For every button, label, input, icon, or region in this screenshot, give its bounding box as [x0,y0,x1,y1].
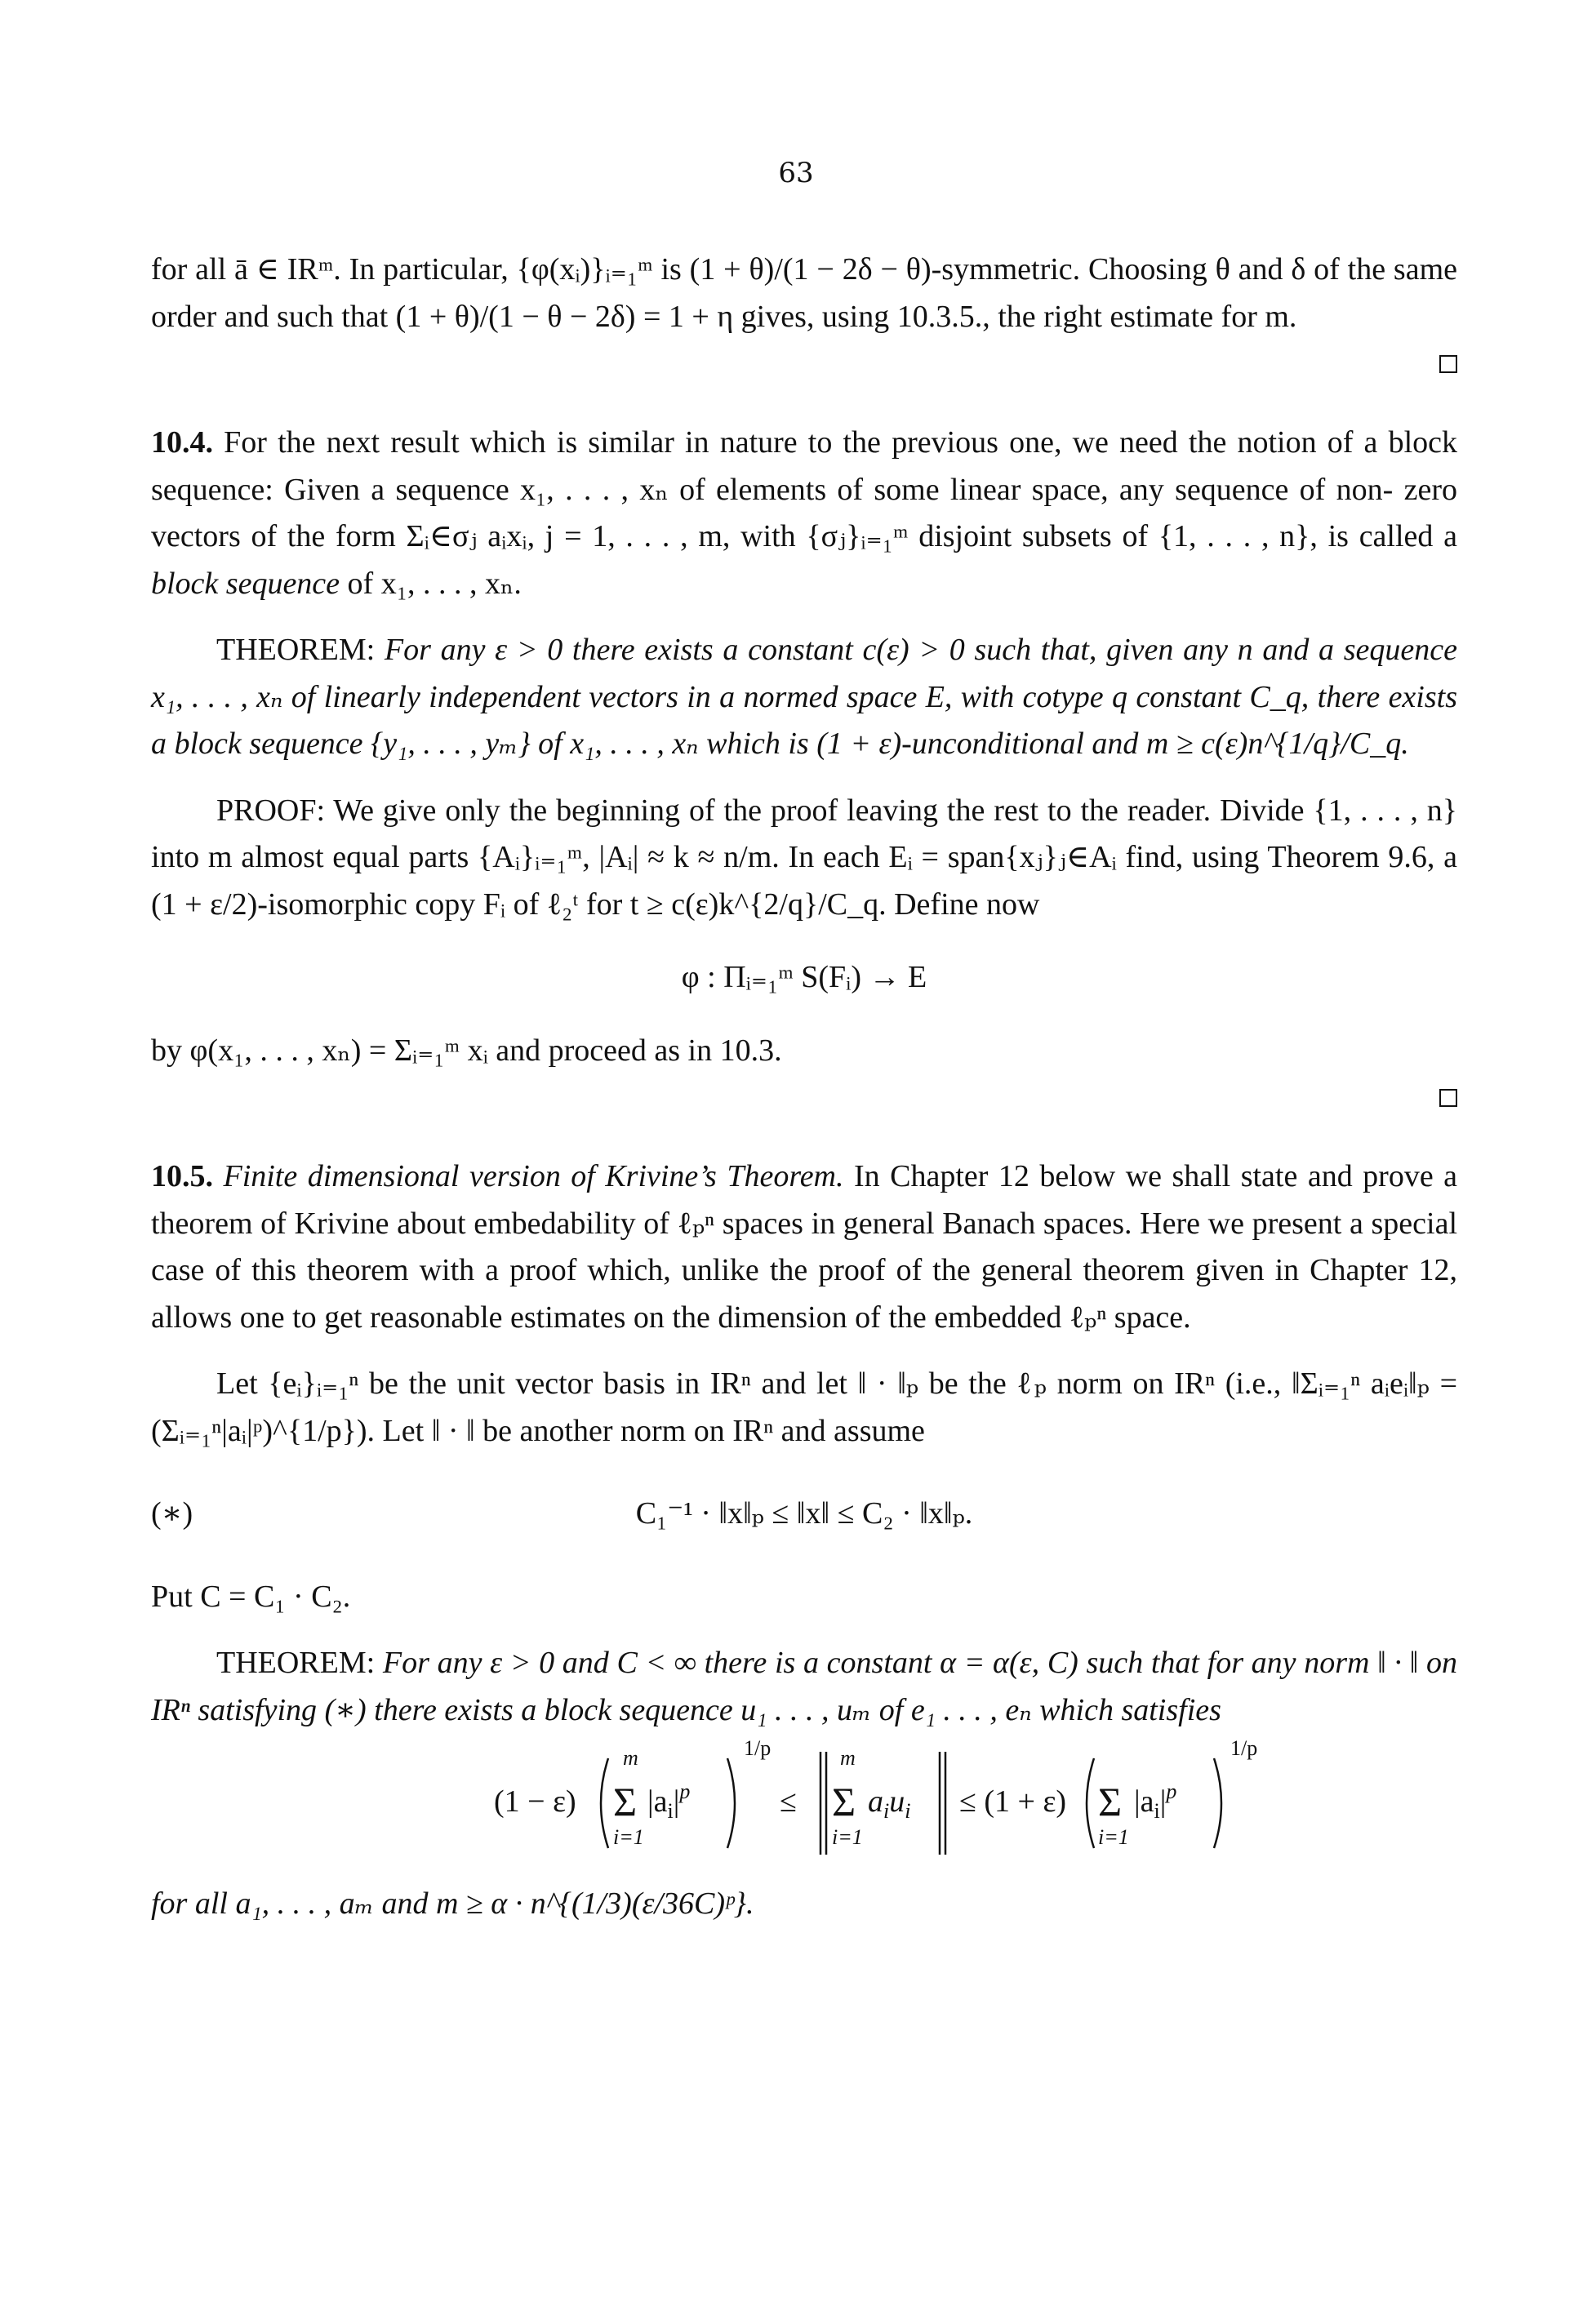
theorem-10-5-final: for all a₁, . . . , aₘ and m ≥ α · n^{(1/3)(ε/36C)ᵖ}. [151,1886,754,1921]
qed-icon [1439,1089,1457,1107]
let-paragraph: Let {eᵢ}ᵢ₌₁ⁿ be the unit vector basis in IRⁿ and let ‖ · ‖ₚ be the ℓₚ norm on IRⁿ (i.e., ‖Σᵢ₌₁ⁿ aᵢeᵢ‖ₚ = (Σᵢ₌₁ⁿ|aᵢ|ᵖ)^{1/p}). Let ‖ · ‖ be another norm on IRⁿ and assume [151,1366,1457,1448]
svg-text:(1 − ε): (1 − ε) [494,1784,576,1819]
proof-10-4: PROOF: We give only the beginning of the proof leaving the rest to the reader. Divide {1, . . . , n} into m almost equal parts {Aᵢ}ᵢ₌₁ᵐ, |Aᵢ| ≈ k ≈ n/m. In each Eᵢ = span{xⱼ}ⱼ∈Aᵢ find, using Theorem 9.6, a (1 + ε/2)-isomorphic copy Fᵢ of ℓ₂ᵗ for t ≥ c(ε)k^{2/q}/C_q. Define now [151,793,1457,922]
section-number: 10.5. [151,1159,213,1193]
svg-text:≤ (1 + ε): ≤ (1 + ε) [959,1784,1067,1819]
theorem-10-4: THEOREM: For any ε > 0 there exists a constant c(ε) > 0 such that, given any n and a sequence x₁, . . . , xₙ of linearly independent vectors in a normed space E, with cotype q constant C_q, there exists a block sequence {y₁, . . . , yₘ} of x₁, . . . , xₙ which is (1 + ε)-unconditional and m ≥ c(ε)n^{1/q}/C_q. [151,633,1457,761]
section-10-4-intro: 10.4. For the next result which is similar in nature to the previous one, we need the notion of a block sequence: Given a sequence x₁, . . . , xₙ of elements of some linear space, any sequence of non- zero vectors of the form Σᵢ∈σⱼ aᵢxᵢ, j = 1, . . . , m, with {σⱼ}ᵢ₌₁ᵐ disjoint subsets of {1, . . . , n}, is called a block sequence of x₁, . . . , xₙ. [151,425,1457,601]
qed-box-1 [151,340,1457,387]
qed-box-2 [151,1074,1457,1121]
svg-text:i=1: i=1 [1098,1825,1129,1849]
theorem-10-5: THEOREM: For any ε > 0 and C < ∞ there is a constant α = α(ε, C) such that for any norm ‖ · ‖ on IRⁿ satisfying (∗) there exists a block sequence u₁ . . . , uₘ of e₁ . . . , eₙ which satisfies [151,1646,1458,1727]
svg-text:|ai|p: $|a_i|^p$ [647,1780,691,1823]
svg-text:aiui: $a_iu_i$ [868,1784,911,1823]
svg-text:≤: ≤ [780,1784,797,1819]
display-map: φ : Πᵢ₌₁ᵐ S(Fᵢ) → E [681,960,927,994]
svg-text:i=1: i=1 [613,1825,644,1849]
page-body [151,247,1457,1928]
proof-continuation: by φ(x₁, . . . , xₙ) = Σᵢ₌₁ᵐ xᵢ and proceed as in 10.3. [151,1033,782,1068]
put-line: Put C = C₁ · C₂. [151,1579,351,1614]
svg-text:m: m [623,1746,638,1770]
svg-text:m: m [840,1746,856,1770]
equation-star [151,1491,1457,1538]
svg-text:Σ: Σ [832,1779,856,1824]
paragraph-continuation: for all ā ∈ IRᵐ. In particular, {φ(xᵢ)}ᵢ₌₁ᵐ is (1 + θ)/(1 − 2δ − θ)-symmetric. Choosing θ and δ of the same order and such that (1 + θ)/(1 − θ − 2δ) = 1 + η gives, using 10.3.5., the right estimate for m. [151,252,1457,334]
page-number: 63 [778,157,814,189]
svg-text:Σ: Σ [1098,1779,1123,1824]
equation-tag: (∗) [151,1496,193,1531]
section-10-5-intro: 10.5. Finite dimensional version of Krivine’s Theorem. In Chapter 12 below we shall state and prove a theorem of Krivine about embedability of ℓₚⁿ spaces in general Banach spaces. Here we present a special case of this theorem with a proof which, unlike the proof of the general theorem given in Chapter 12, allows one to get reasonable estimates on the dimension of the embedded ℓₚⁿ space. [151,1159,1458,1335]
inequality-formula [363,1734,1343,1864]
display-inequality [151,1734,1457,1864]
svg-text:i=1: i=1 [832,1825,863,1849]
svg-text:|ai|p: $|a_i|^p$ [1134,1780,1177,1823]
equation-body: C₁⁻¹ · ‖x‖ₚ ≤ ‖x‖ ≤ C₂ · ‖x‖ₚ. [635,1496,973,1531]
svg-text:1/p: 1/p [1230,1736,1258,1760]
svg-text:Σ: Σ [613,1779,638,1824]
qed-icon [1439,355,1457,373]
svg-text:1/p: 1/p [744,1736,772,1760]
section-number: 10.4. [151,425,213,460]
